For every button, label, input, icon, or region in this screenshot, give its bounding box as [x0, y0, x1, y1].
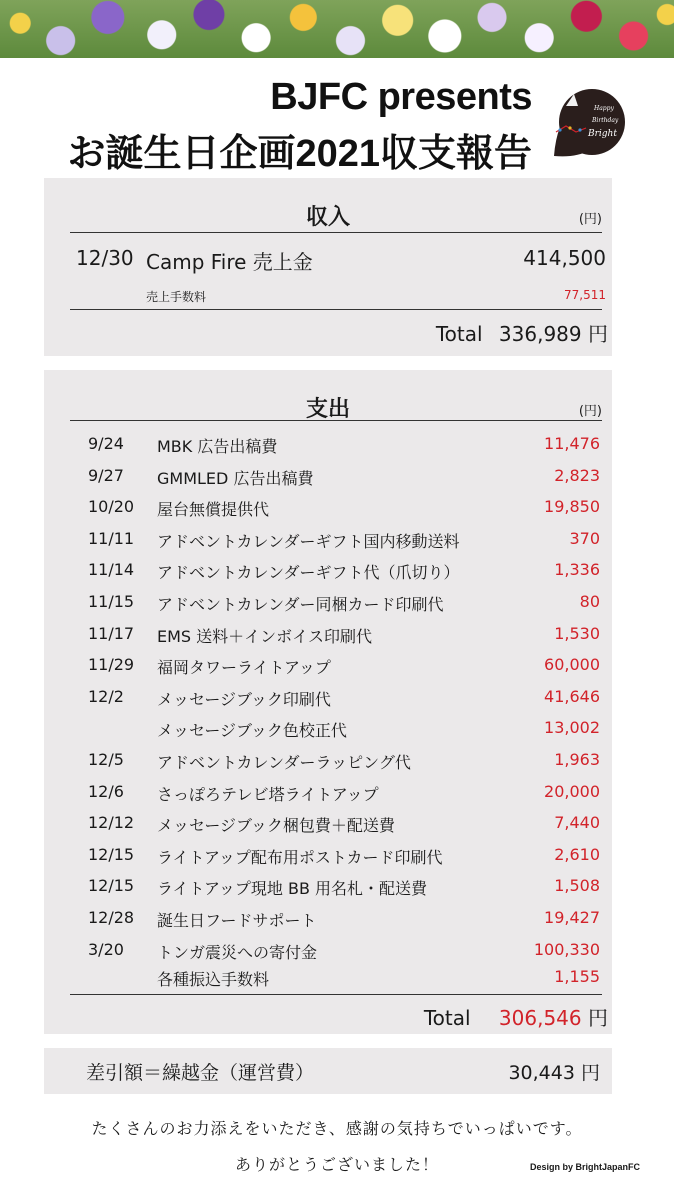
income-total-unit: 円	[588, 322, 608, 346]
expense-desc: メッセージブック色校正代	[157, 721, 347, 741]
balance-amount: 30,443 円	[508, 1062, 600, 1084]
expense-date: 3/20	[88, 939, 124, 959]
fee-desc: 売上手数料	[146, 290, 207, 304]
income-unit: (円)	[578, 212, 602, 227]
thanks-line-2: ありがとうございました！	[234, 1155, 439, 1174]
expense-desc: アドベントカレンダーラッピング代	[157, 753, 411, 772]
expense-row	[44, 687, 612, 717]
income-title: 収入	[305, 205, 350, 230]
expense-rule	[70, 420, 602, 421]
income-total-label: Total	[435, 322, 483, 346]
income-total-value: 336,989	[498, 322, 582, 346]
balance-panel	[44, 1048, 612, 1094]
logo-text-bright: Bright	[588, 129, 617, 139]
expense-desc: 屋台無償提供代	[157, 500, 270, 520]
expense-desc: メッセージブック印刷代	[157, 689, 331, 709]
expense-desc: アドベントカレンダーギフト代（爪切り）	[157, 563, 460, 583]
expense-date: 10/20	[88, 497, 135, 517]
expense-desc: トンガ震災への寄付金	[157, 942, 318, 962]
logo-text-happy: Happy	[594, 105, 614, 112]
expense-amount: 1,155	[554, 966, 600, 986]
expense-desc: GMMLED 広告出稿費	[157, 468, 314, 488]
expense-row	[44, 655, 612, 685]
expense-date: 11/11	[88, 528, 135, 548]
expense-title: 支出	[305, 397, 350, 422]
income-date: 12/30	[76, 246, 134, 270]
expense-date: 12/6	[88, 781, 124, 801]
expense-amount: 13,002	[544, 718, 600, 738]
expense-date: 9/27	[88, 465, 124, 485]
expense-amount: 100,330	[533, 939, 600, 959]
expense-row	[44, 592, 612, 622]
expense-total	[424, 1002, 608, 1031]
expense-amount: 20,000	[544, 781, 600, 801]
expense-desc: MBK 広告出稿費	[157, 437, 278, 456]
expense-row	[44, 813, 612, 843]
expense-row	[44, 434, 612, 464]
expense-amount: 11,476	[544, 434, 600, 453]
expense-date: 11/29	[88, 655, 135, 675]
expense-amount: 1,963	[554, 750, 600, 769]
expense-row	[44, 529, 612, 559]
expense-row	[44, 967, 612, 997]
expense-desc: さっぽろテレビ塔ライトアップ	[157, 784, 379, 804]
expense-total-value: 306,546	[498, 1006, 582, 1030]
expense-desc: 誕生日フードサポート	[157, 911, 317, 930]
birthday-logo	[546, 86, 632, 164]
design-credit: Design by BrightJapanFC	[529, 1162, 640, 1172]
expense-desc: 各種振込手数料	[157, 969, 270, 989]
income-rule	[70, 232, 602, 233]
income-panel	[44, 178, 612, 356]
expense-desc: ライトアップ現地 BB 用名札・配送費	[157, 879, 428, 899]
page-title: お誕生日企画2021収支報告	[67, 133, 532, 175]
header-presents: BJFC presents	[270, 76, 532, 118]
expense-date: 11/15	[88, 592, 135, 611]
flower-banner-image	[0, 0, 674, 58]
fee-amount: 77,511	[564, 288, 606, 302]
expense-amount: 2,823	[554, 465, 600, 485]
income-amount: 414,500	[523, 246, 606, 270]
expense-date: 11/17	[88, 623, 135, 643]
logo-text-birthday: Birthday	[592, 117, 619, 124]
expense-row	[44, 750, 612, 780]
expense-amount: 7,440	[554, 813, 600, 833]
expense-amount: 370	[569, 528, 600, 548]
expense-total-label: Total	[423, 1006, 471, 1030]
income-total	[436, 318, 608, 347]
expense-date: 9/24	[88, 434, 124, 453]
expense-amount: 19,427	[544, 908, 600, 927]
expense-desc: ライトアップ配布用ポストカード印刷代	[157, 847, 443, 867]
expense-date: 12/2	[88, 686, 124, 706]
expense-date: 11/14	[88, 560, 135, 580]
expense-date: 12/15	[88, 876, 135, 896]
expense-row	[44, 782, 612, 812]
expense-row	[44, 718, 612, 748]
expense-total-unit: 円	[588, 1006, 608, 1030]
expense-row	[44, 497, 612, 527]
expense-date: 12/15	[88, 844, 135, 864]
expense-amount: 2,610	[554, 844, 600, 864]
expense-amount: 1,336	[554, 560, 600, 580]
expense-total-rule	[70, 994, 602, 995]
expense-row	[44, 560, 612, 590]
expense-row	[44, 940, 612, 970]
balance-label: 差引額＝繰越金（運営費）	[86, 1062, 315, 1084]
expense-desc: メッセージブック梱包費＋配送費	[157, 816, 395, 836]
expense-date: 12/28	[88, 908, 135, 927]
expense-amount: 19,850	[544, 497, 600, 517]
expense-amount: 1,508	[554, 876, 600, 896]
expense-desc: アドベントカレンダー同梱カード印刷代	[157, 595, 444, 614]
expense-date: 12/12	[88, 813, 135, 833]
expense-desc: 福岡タワーライトアップ	[157, 658, 331, 678]
expense-row	[44, 845, 612, 875]
expense-amount: 1,530	[554, 623, 600, 643]
expense-row	[44, 876, 612, 906]
expense-amount: 80	[579, 592, 600, 611]
expense-row	[44, 466, 612, 496]
expense-row	[44, 624, 612, 654]
expense-unit: (円)	[578, 404, 602, 419]
income-total-rule	[70, 309, 602, 310]
thanks-line-1: たくさんのお力添えをいただき、感謝の気持ちでいっぱいです。	[91, 1119, 583, 1138]
expense-desc: EMS 送料＋インボイス印刷代	[157, 626, 372, 646]
expense-desc: アドベントカレンダーギフト国内移動送料	[157, 531, 460, 551]
expense-panel	[44, 370, 612, 1034]
expense-date: 12/5	[88, 750, 124, 769]
expense-amount: 41,646	[544, 686, 600, 706]
expense-amount: 60,000	[544, 655, 600, 675]
income-desc: Camp Fire 売上金	[146, 250, 313, 274]
expense-row	[44, 908, 612, 938]
